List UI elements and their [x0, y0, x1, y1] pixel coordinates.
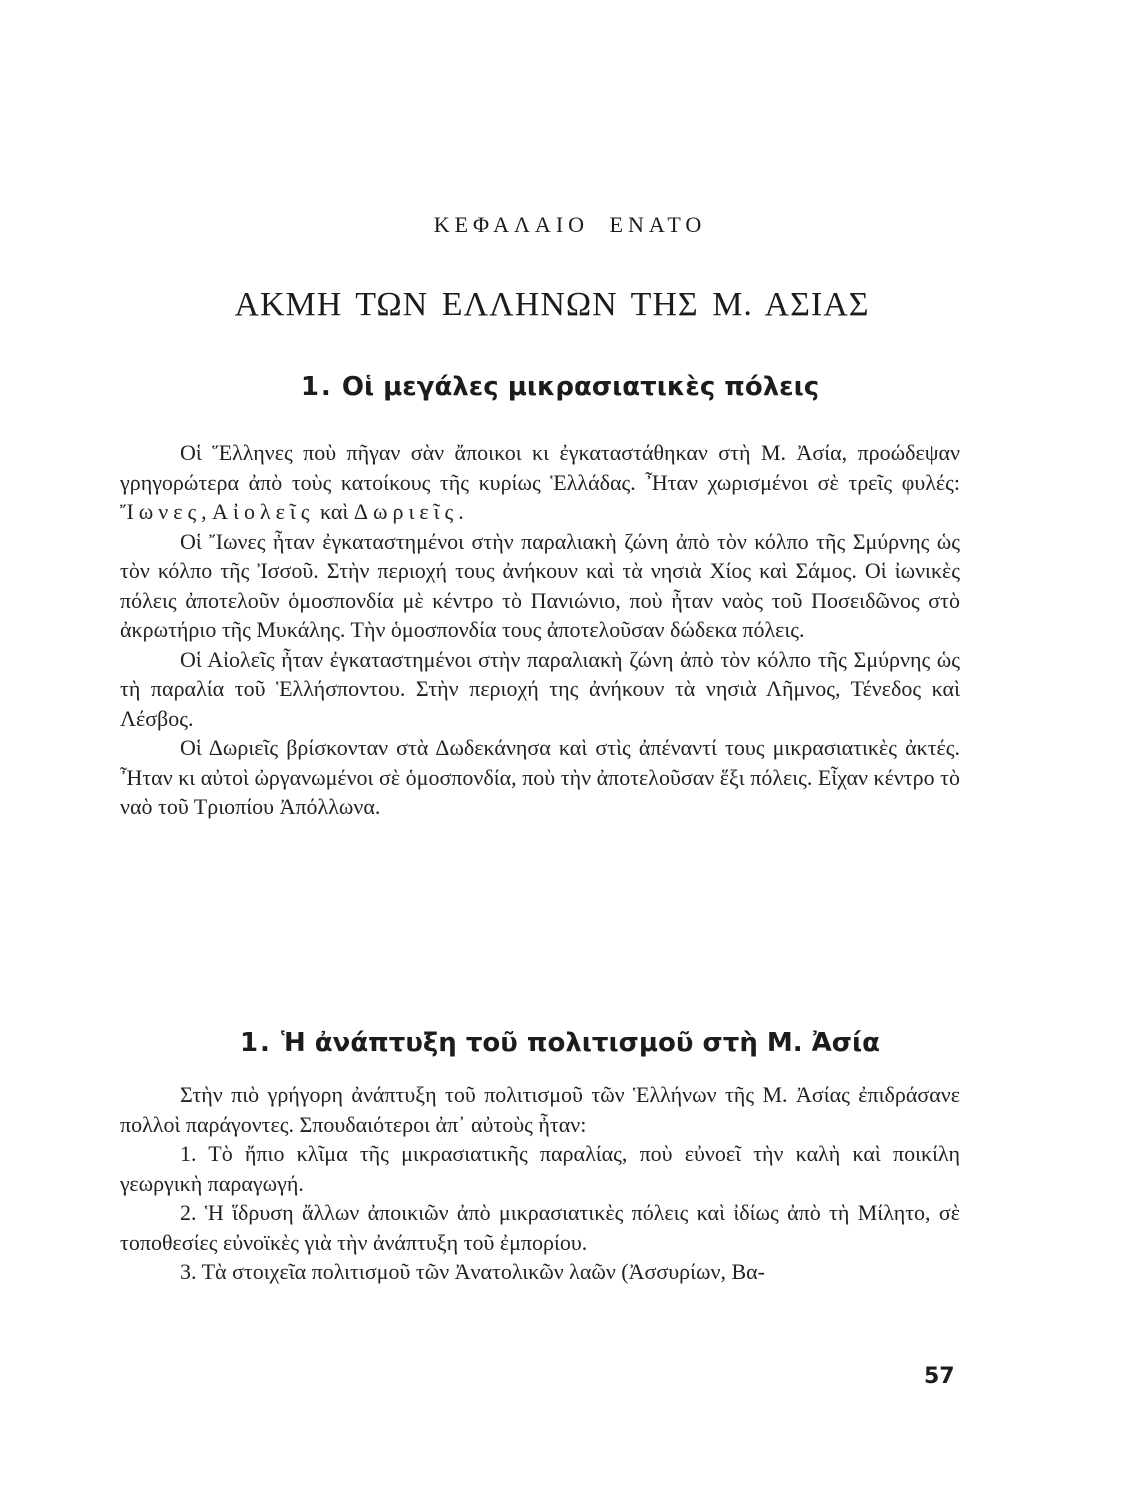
section-title: Οἱ μεγάλες μικρασιατικὲς πόλεις: [341, 372, 820, 402]
section-heading-2: [0, 1028, 1120, 1058]
conjunction: καὶ: [314, 499, 354, 524]
tribe-aeolians: Αἰολεῖς: [212, 499, 315, 524]
section-2-body: [120, 1080, 960, 1287]
paragraph: Οἱ Αἰολεῖς ἦταν ἐγκαταστημένοι στὴν παραλιακὴ ζώνη ἀπὸ τὸν κόλπο τῆς Σμύρνης ὡς τὴ παραλία τοῦ Ἑλλήσποντου. Στὴν περιοχή της ἀνήκουν τὰ νησιὰ Λῆμνος, Τένεδος καὶ Λέσβος.: [120, 646, 960, 731]
chapter-label: ΚΕΦΑΛΑΙΟ ΕΝΑΤΟ: [433, 212, 707, 237]
tribe-ionians: Ἴωνες: [120, 499, 202, 524]
list-item: 3. Τὰ στοιχεῖα πολιτισμοῦ τῶν Ἀνατολικῶν λαῶν (Ἀσσυρίων, Βα-: [180, 1259, 765, 1284]
paragraph-text: Οἱ Ἕλληνες ποὺ πῆγαν σὰν ἄποικοι κι ἐγκαταστάθηκαν στὴ Μ. Ἀσία, προώδεψαν γρηγορώτερα ἀπὸ τοὺς κατοίκους τῆς κυρίως Ἑλλάδας. Ἦταν χωρισμένοι σὲ τρεῖς φυλές:: [120, 440, 960, 495]
section-1-body: [120, 438, 960, 822]
separator: ,: [201, 499, 213, 524]
paragraph: Οἱ Ἴωνες ἦταν ἐγκαταστημένοι στὴν παραλιακὴ ζώνη ἀπὸ τὸν κόλπο τῆς Σμύρνης ὡς τὸν κόλπο τῆς Ἰσσοῦ. Στὴν περιοχή τους ἀνήκουν καὶ τὰ νησιὰ Χίος καὶ Σάμος. Οἱ ἰωνικὲς πόλεις ἀποτελοῦν ὁμοσπονδία μὲ κέντρο τὸ Πανιώνιο, ποὺ ἦταν ναὸς τοῦ Ποσειδῶνος στὸ ἀκρωτήριο τῆς Μυκάλης. Τὴν ὁμοσπονδία τους ἀποτελοῦσαν δώδεκα πόλεις.: [120, 528, 960, 642]
chapter-title: ΑΚΜΗ ΤΩΝ ΕΛΛΗΝΩΝ ΤΗΣ Μ. ΑΣΙΑΣ: [234, 286, 870, 323]
tribe-dorians: Δωριεῖς: [353, 499, 459, 524]
section-number: 1.: [239, 1028, 272, 1058]
list-item: 1. Τὸ ἤπιο κλῖμα τῆς μικρασιατικῆς παραλίας, ποὺ εὐνοεῖ τὴν καλὴ καὶ ποικίλη γεωργικὴ παραγωγή.: [120, 1141, 960, 1196]
list-item: 2. Ἡ ἵδρυση ἄλλων ἀποικιῶν ἀπὸ μικρασιατικὲς πόλεις καὶ ἰδίως ἀπὸ τὴ Μίλητο, σὲ τοποθεσίες εὐνοϊκὲς γιὰ τὴν ἀνάπτυξη τοῦ ἐμπορίου.: [120, 1200, 960, 1255]
period: .: [458, 499, 464, 524]
page-number: 57: [924, 1364, 955, 1389]
paragraph: [120, 438, 960, 527]
section-number: 1.: [300, 372, 333, 402]
section-heading-1: [0, 372, 1120, 402]
paragraph: Οἱ Δωριεῖς βρίσκονταν στὰ Δωδεκάνησα καὶ στὶς ἀπέναντί τους μικρασιατικὲς ἀκτές. Ἦταν κι αὐτοὶ ὠργανωμένοι σὲ ὁμοσπονδία, ποὺ τὴν ἀποτελοῦσαν ἕξι πόλεις. Εἶχαν κέντρο τὸ ναὸ τοῦ Τριοπίου Ἀπόλλωνα.: [120, 735, 960, 819]
paragraph: Στὴν πιὸ γρήγορη ἀνάπτυξη τοῦ πολιτισμοῦ τῶν Ἑλλήνων τῆς Μ. Ἀσίας ἐπιδράσανε πολλοὶ παράγοντες. Σπουδαιότεροι ἀπ᾽ αὐτοὺς ἦταν:: [120, 1082, 960, 1137]
section-title: Ἡ ἀνάπτυξη τοῦ πολιτισμοῦ στὴ Μ. Ἀσία: [280, 1028, 881, 1058]
